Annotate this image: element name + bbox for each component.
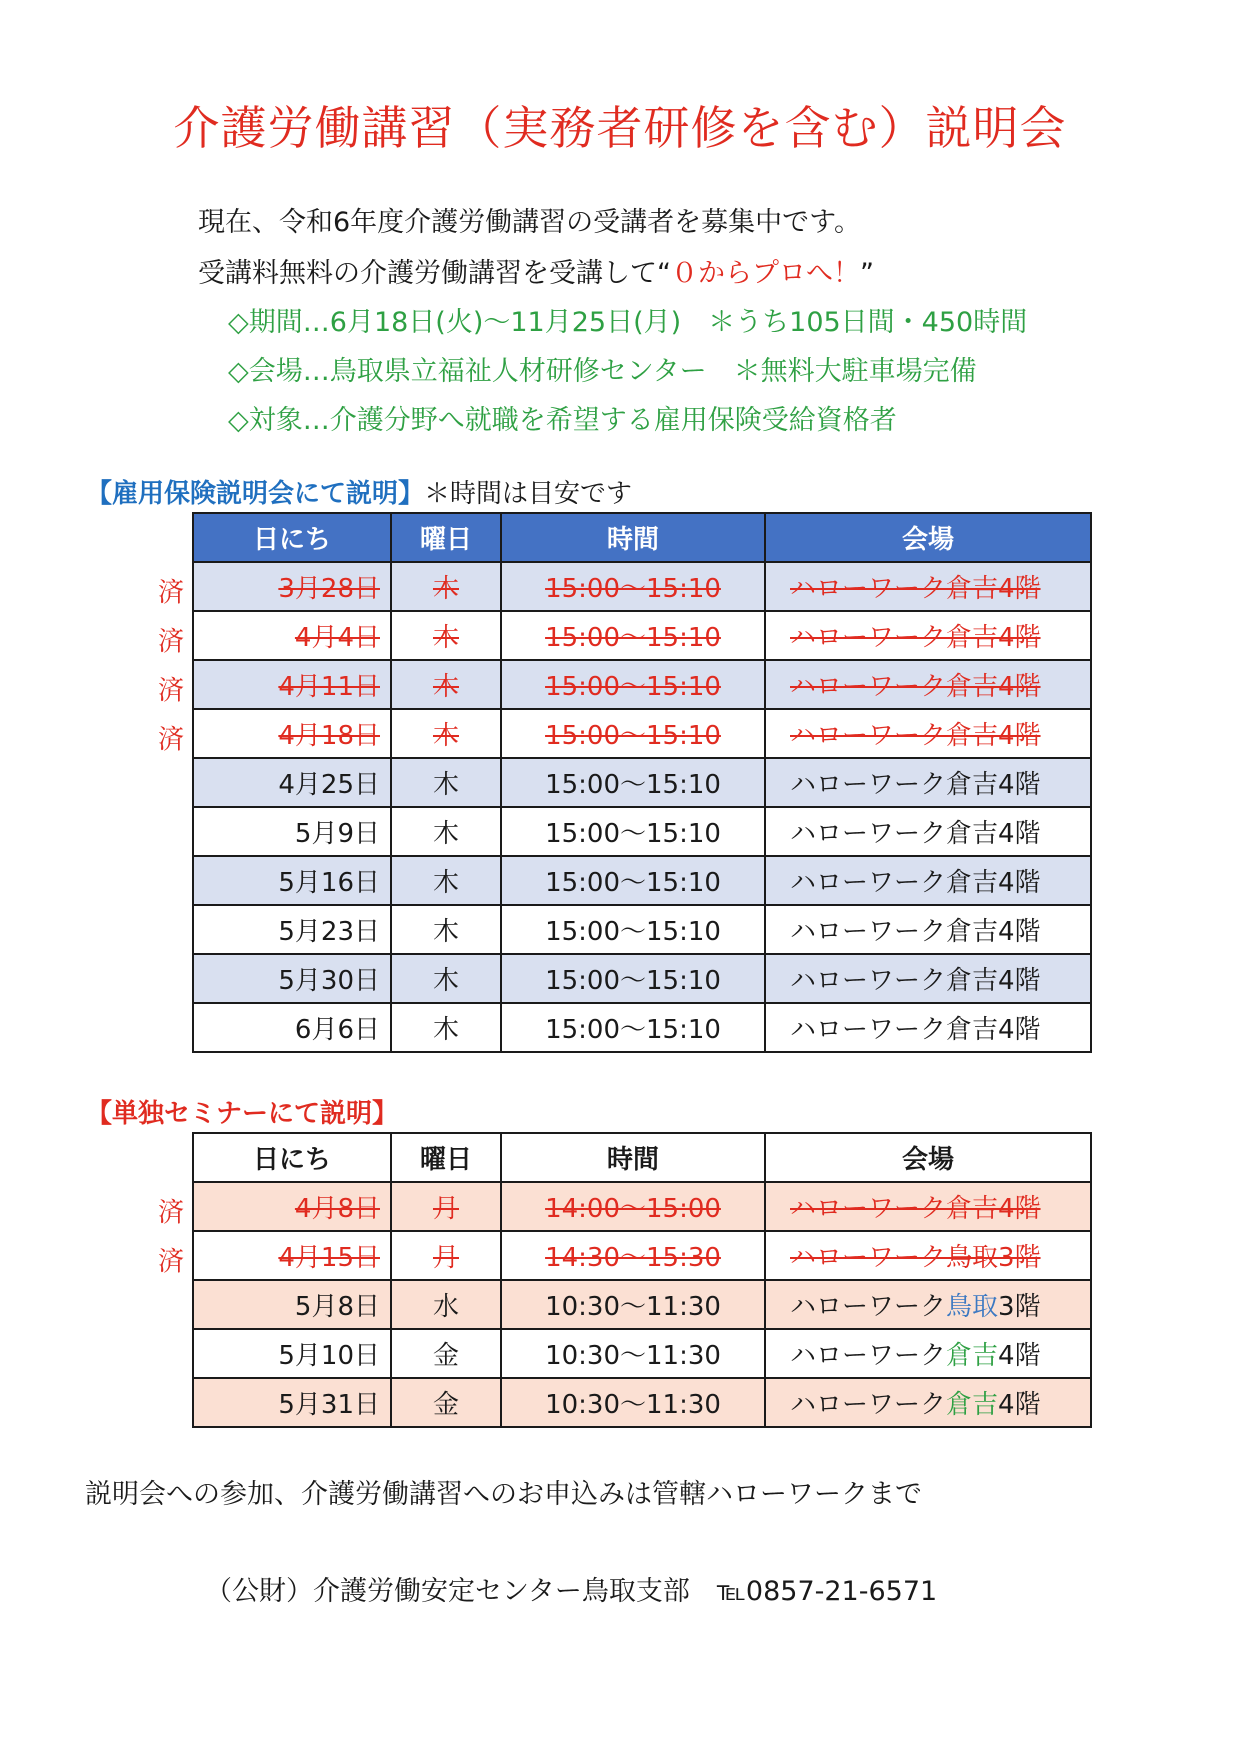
cell-venue	[765, 1378, 1091, 1427]
done-mark: 済	[158, 627, 185, 657]
cell-venue: ハローワーク倉吉4階	[765, 856, 1091, 905]
done-mark: 済	[158, 1198, 185, 1228]
cell-venue: ハローワーク倉吉4階	[765, 807, 1091, 856]
intro-line-2	[198, 251, 874, 290]
cell-weekday: 金	[391, 1378, 501, 1427]
column-header-venue: 会場	[765, 513, 1091, 562]
cell-time: 15:00～15:10	[501, 1003, 765, 1052]
cell-venue: ハローワーク倉吉4階	[765, 1182, 1091, 1231]
cell-venue: ハローワーク鳥取3階	[765, 1231, 1091, 1280]
table-row	[193, 856, 1091, 905]
cell-date: 5月8日	[193, 1280, 391, 1329]
venue-prefix: ハローワーク	[790, 1292, 947, 1322]
column-header-date: 日にち	[193, 513, 391, 562]
table-row	[193, 1182, 1091, 1231]
cell-weekday: 木	[391, 1003, 501, 1052]
cell-venue: ハローワーク倉吉4階	[765, 758, 1091, 807]
venue-place: 倉吉	[946, 1341, 999, 1371]
footer-organization-contact: （公財）介護労働安定センター鳥取支部 ℡0857-21-6571	[205, 1576, 938, 1607]
page-title: 介護労働講習（実務者研修を含む）説明会	[173, 101, 1067, 155]
cell-date: 4月11日	[193, 660, 391, 709]
table-row	[193, 611, 1091, 660]
column-header-weekday: 曜日	[391, 513, 501, 562]
column-header-time: 時間	[501, 513, 765, 562]
column-header-venue: 会場	[765, 1133, 1091, 1182]
cell-time: 15:00～15:10	[501, 660, 765, 709]
table-row	[193, 1003, 1091, 1052]
cell-venue	[765, 1280, 1091, 1329]
table-row	[193, 709, 1091, 758]
employment-insurance-schedule-table	[192, 512, 1092, 1053]
detail-target: ◇対象…介護分野へ就職を希望する雇用保険受給資格者	[228, 405, 897, 436]
table-row	[193, 905, 1091, 954]
table-row	[193, 758, 1091, 807]
detail-period: ◇期間…6月18日(火)～11月25日(月) ＊うち105日間・450時間	[228, 307, 1028, 338]
table-row	[193, 1231, 1091, 1280]
done-mark: 済	[158, 676, 185, 706]
table-row	[193, 1378, 1091, 1427]
cell-time: 14:30～15:30	[501, 1231, 765, 1280]
cell-time: 15:00～15:10	[501, 954, 765, 1003]
column-header-time: 時間	[501, 1133, 765, 1182]
table-header-row	[193, 1133, 1091, 1182]
cell-venue	[765, 1329, 1091, 1378]
cell-date: 3月28日	[193, 562, 391, 611]
cell-venue: ハローワーク倉吉4階	[765, 611, 1091, 660]
section-1-note: ＊時間は目安です	[424, 479, 633, 509]
column-header-date: 日にち	[193, 1133, 391, 1182]
cell-venue: ハローワーク倉吉4階	[765, 954, 1091, 1003]
cell-time: 15:00～15:10	[501, 807, 765, 856]
table-row	[193, 1329, 1091, 1378]
cell-date: 5月31日	[193, 1378, 391, 1427]
intro-line-1: 現在、令和6年度介護労働講習の受講者を募集中です。	[198, 207, 862, 238]
cell-time: 14:00～15:00	[501, 1182, 765, 1231]
cell-weekday: 月	[391, 1182, 501, 1231]
cell-time: 15:00～15:10	[501, 611, 765, 660]
table-header-row	[193, 513, 1091, 562]
cell-date: 4月4日	[193, 611, 391, 660]
intro-line-2-prefix: 受講料無料の介護労働講習を受講して“	[198, 258, 671, 289]
venue-place: 鳥取	[946, 1292, 999, 1322]
cell-date: 6月6日	[193, 1003, 391, 1052]
detail-venue: ◇会場…鳥取県立福祉人材研修センター ＊無料大駐車場完備	[228, 356, 977, 387]
table-row	[193, 954, 1091, 1003]
cell-date: 5月9日	[193, 807, 391, 856]
done-mark: 済	[158, 725, 185, 755]
cell-venue: ハローワーク倉吉4階	[765, 709, 1091, 758]
done-mark: 済	[158, 578, 185, 608]
cell-venue: ハローワーク倉吉4階	[765, 660, 1091, 709]
cell-weekday: 木	[391, 611, 501, 660]
cell-time: 15:00～15:10	[501, 758, 765, 807]
table-row	[193, 562, 1091, 611]
table-row	[193, 807, 1091, 856]
cell-date: 4月8日	[193, 1182, 391, 1231]
cell-date: 5月10日	[193, 1329, 391, 1378]
cell-time: 15:00～15:10	[501, 905, 765, 954]
venue-prefix: ハローワーク	[790, 1390, 947, 1420]
cell-weekday: 木	[391, 856, 501, 905]
cell-date: 4月15日	[193, 1231, 391, 1280]
cell-weekday: 月	[391, 1231, 501, 1280]
cell-weekday: 木	[391, 807, 501, 856]
table-row	[193, 660, 1091, 709]
cell-venue: ハローワーク倉吉4階	[765, 1003, 1091, 1052]
cell-date: 5月23日	[193, 905, 391, 954]
venue-floor: 4階	[998, 1390, 1041, 1420]
cell-date: 4月25日	[193, 758, 391, 807]
section-2-heading: 【単独セミナーにて説明】	[86, 1099, 399, 1129]
cell-weekday: 木	[391, 758, 501, 807]
intro-line-2-suffix: ”	[860, 258, 874, 289]
cell-weekday: 水	[391, 1280, 501, 1329]
done-mark: 済	[158, 1247, 185, 1277]
footer-apply-note: 説明会への参加、介護労働講習へのお申込みは管轄ハローワークまで	[85, 1479, 922, 1510]
cell-date: 5月16日	[193, 856, 391, 905]
cell-venue: ハローワーク倉吉4階	[765, 562, 1091, 611]
venue-prefix: ハローワーク	[790, 1341, 947, 1371]
cell-weekday: 木	[391, 905, 501, 954]
cell-venue: ハローワーク倉吉4階	[765, 905, 1091, 954]
cell-weekday: 木	[391, 562, 501, 611]
cell-date: 5月30日	[193, 954, 391, 1003]
cell-weekday: 金	[391, 1329, 501, 1378]
intro-catchphrase: ０からプロへ！	[671, 258, 860, 289]
cell-time: 15:00～15:10	[501, 856, 765, 905]
cell-time: 15:00～15:10	[501, 562, 765, 611]
cell-weekday: 木	[391, 709, 501, 758]
seminar-schedule-table	[192, 1132, 1092, 1428]
venue-floor: 4階	[998, 1341, 1041, 1371]
venue-place: 倉吉	[946, 1390, 999, 1420]
cell-time: 10:30～11:30	[501, 1378, 765, 1427]
cell-date: 4月18日	[193, 709, 391, 758]
section-1-heading	[86, 473, 632, 510]
cell-weekday: 木	[391, 660, 501, 709]
cell-weekday: 木	[391, 954, 501, 1003]
venue-floor: 3階	[998, 1292, 1041, 1322]
column-header-weekday: 曜日	[391, 1133, 501, 1182]
cell-time: 10:30～11:30	[501, 1329, 765, 1378]
section-1-title: 【雇用保険説明会にて説明】	[86, 479, 425, 509]
table-row	[193, 1280, 1091, 1329]
cell-time: 15:00～15:10	[501, 709, 765, 758]
cell-time: 10:30～11:30	[501, 1280, 765, 1329]
